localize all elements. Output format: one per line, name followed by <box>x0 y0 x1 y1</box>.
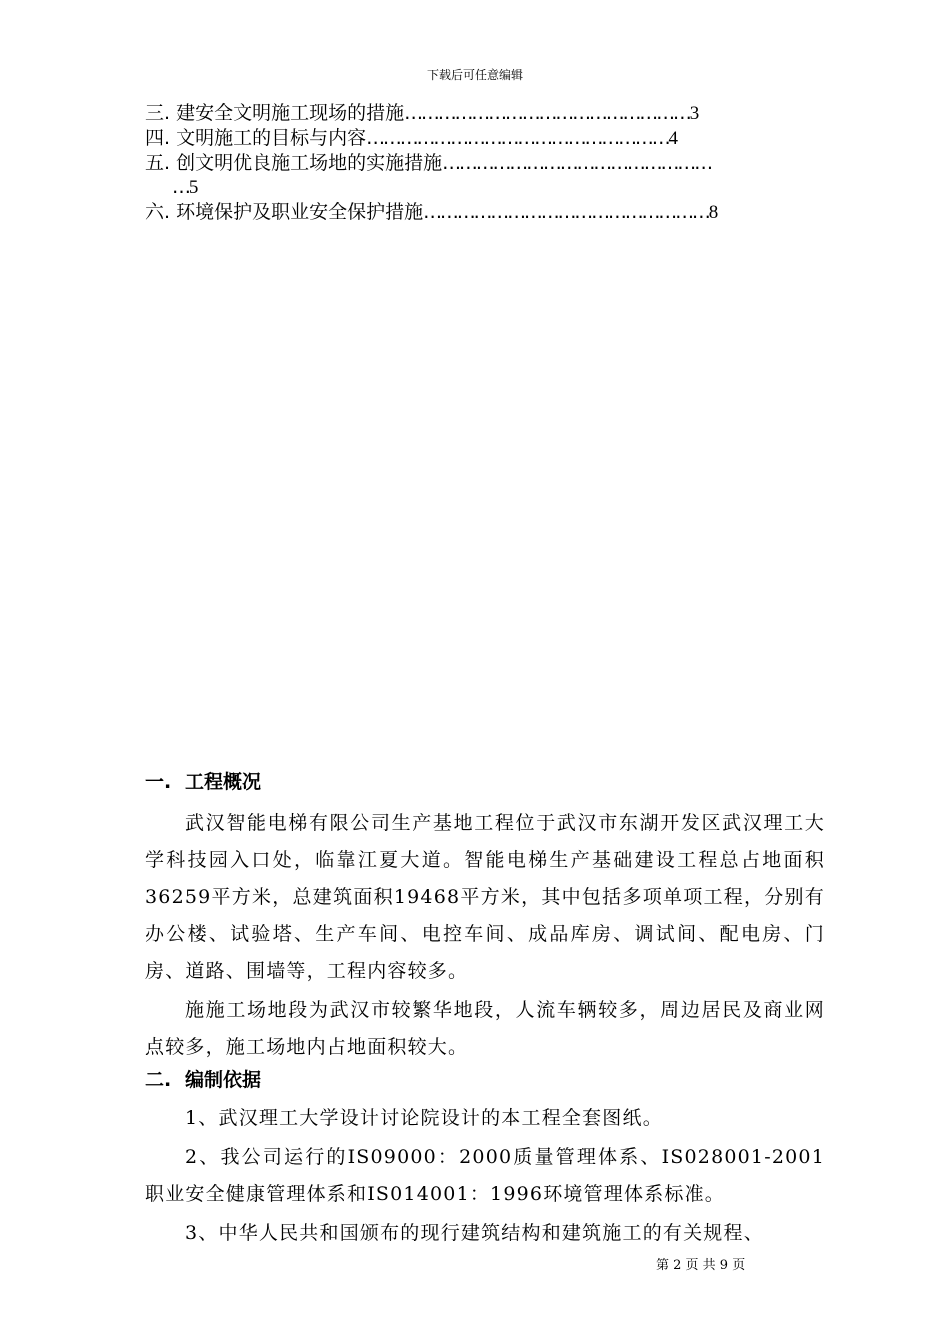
toc-entry[interactable] <box>145 101 815 126</box>
paragraph: 2、我公司运行的IS09000：2000质量管理体系、IS028001-2001职业安全健康管理体系和IS014001：1996环境管理体系标准。 <box>145 1146 825 1205</box>
paragraph: 3、中华人民共和国颁布的现行建筑结构和建筑施工的有关规程、 <box>185 1222 764 1244</box>
toc-entry-title: 四. 文明施工的目标与内容 <box>145 127 367 149</box>
toc-leader-dots: …………………………………………… <box>404 102 690 124</box>
section-heading-overview <box>145 768 825 796</box>
section-title: 编制依据 <box>185 1069 262 1091</box>
toc-page-number: 4 <box>668 128 678 149</box>
toc-entry-title: 五. 创文明优良施工场地的实施措施 <box>145 152 443 174</box>
document-body <box>145 768 825 1252</box>
toc-page-number: 3 <box>689 103 700 124</box>
section-number: 二. <box>145 1069 172 1091</box>
toc-leader-dots: ………………………………………… <box>442 152 711 174</box>
table-of-contents <box>145 101 815 225</box>
toc-page-number: 8 <box>708 202 719 223</box>
paragraph: 1、武汉理工大学设计讨论院设计的本工程全套图纸。 <box>185 1107 663 1129</box>
paragraph: 施施工场地段为武汉市较繁华地段，人流车辆较多，周边居民及商业网点较多，施工场地内占地面积较大。 <box>145 999 825 1058</box>
page-footer: 第 2 页 共 9 页 <box>656 1258 746 1273</box>
section-heading-basis <box>145 1066 825 1094</box>
toc-entry[interactable] <box>145 200 815 225</box>
toc-entry-title: 三. 建安全文明施工现场的措施 <box>145 102 405 124</box>
toc-entry-continuation[interactable] <box>145 175 815 200</box>
header-note: 下载后可任意编辑 <box>426 68 523 82</box>
toc-entry-title: 六. 环境保护及职业安全保护措施 <box>145 201 424 223</box>
section-number: 一. <box>145 771 172 793</box>
toc-leader-dots: ……………………………………………… <box>366 127 669 149</box>
toc-leader-dots: … <box>172 176 189 198</box>
toc-page-number: 5 <box>188 177 199 198</box>
toc-entry[interactable] <box>145 151 815 175</box>
toc-entry[interactable] <box>145 126 815 151</box>
toc-leader-dots: …………………………………………… <box>423 201 709 223</box>
section-title: 工程概况 <box>185 771 262 793</box>
paragraph: 武汉智能电梯有限公司生产基地工程位于武汉市东湖开发区武汉理工大学科技园入口处，临靠江夏大道。智能电梯生产基础建设工程总占地面积36259平方米，总建筑面积19468平方米，其中包括多项单项工程，分别有办公楼、试验塔、生产车间、电控车间、成品库房、调试间、配电房、门房、道路、围墙等，工程内容较多。 <box>145 812 825 982</box>
